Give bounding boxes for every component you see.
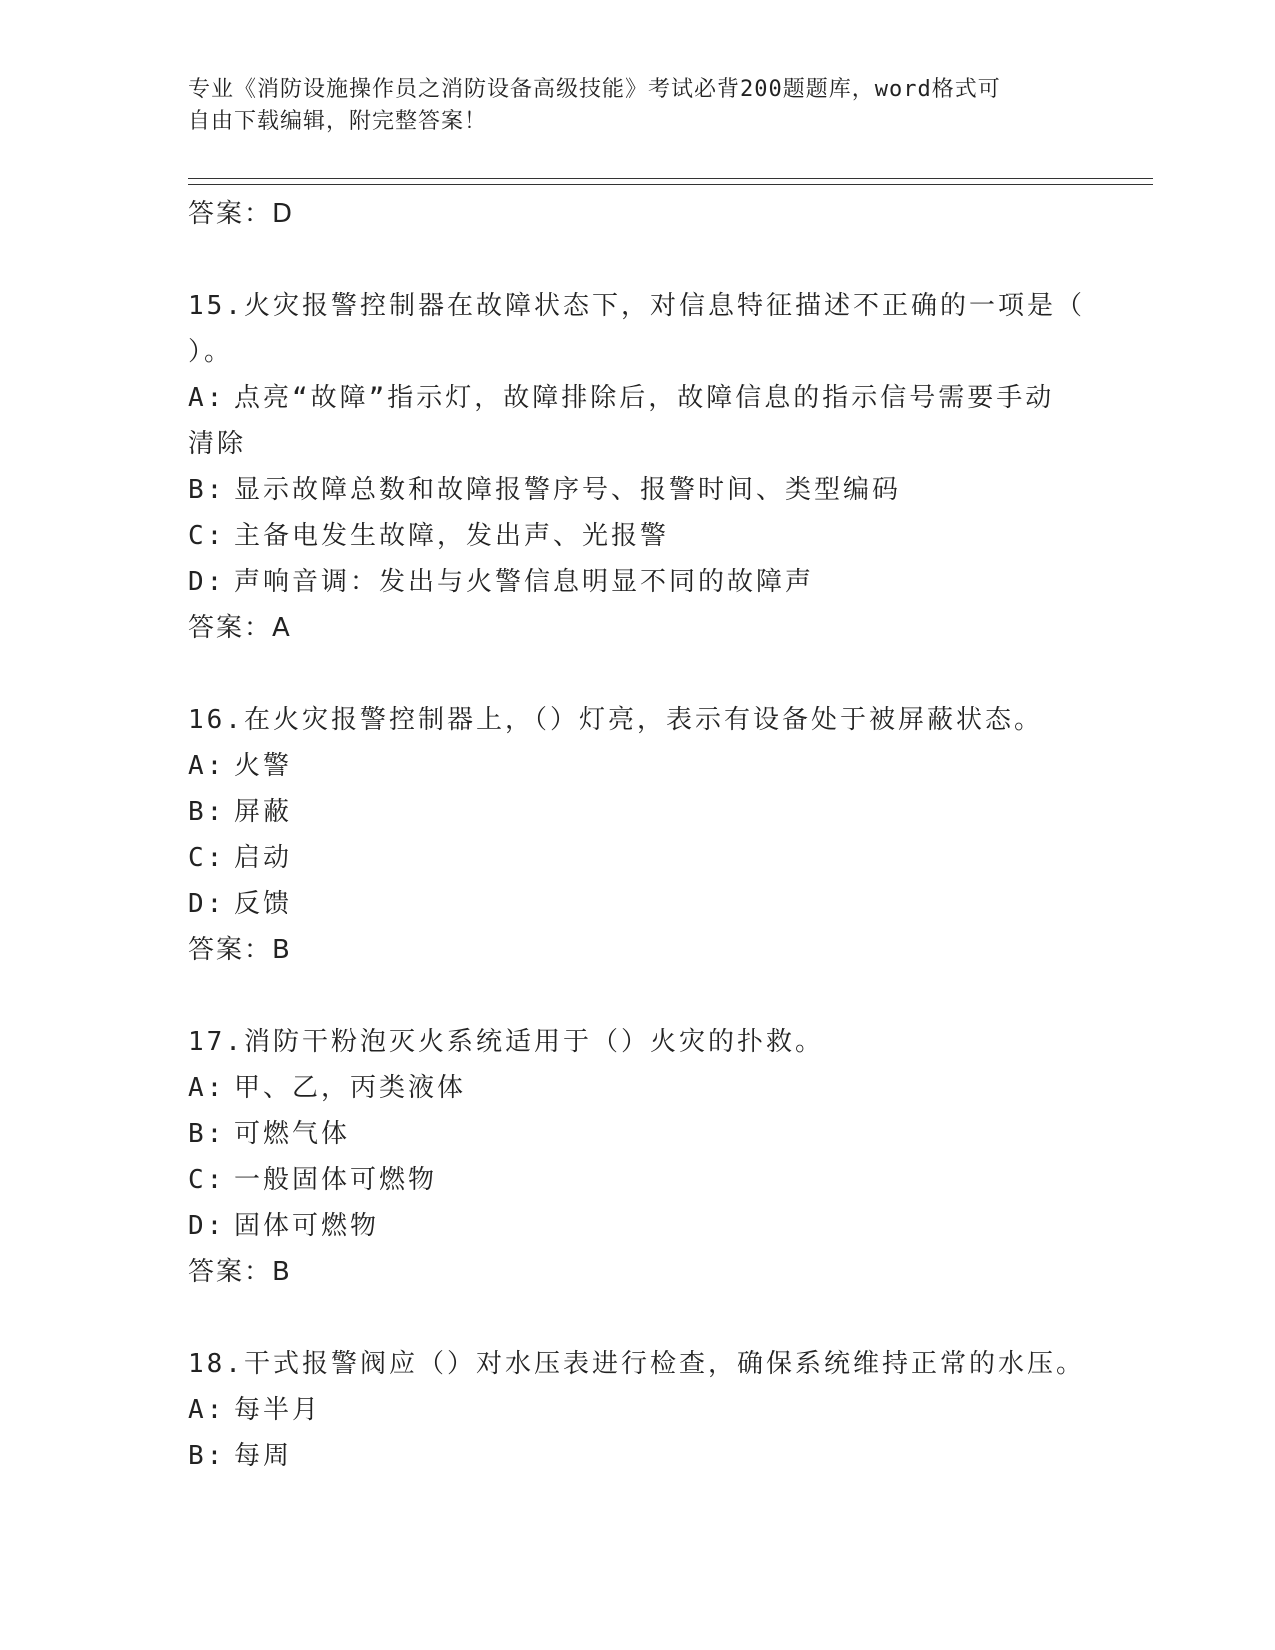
option-text: 可燃气体 [234, 1119, 351, 1149]
option-letter: A: [188, 1073, 226, 1103]
option-text: 每半月 [234, 1395, 322, 1425]
answer-line: 答案：D [188, 199, 295, 229]
option-letter: B: [188, 797, 226, 827]
document-header [188, 74, 1068, 138]
question-text: 16.在火灾报警控制器上，（）灯亮，表示有设备处于被屏蔽状态。 [188, 705, 1043, 735]
option-b [188, 1111, 1088, 1157]
option-text: 点亮“故障”指示灯，故障排除后，故障信息的指示信号需要手动 [234, 383, 1055, 413]
option-letter: A: [188, 1395, 226, 1425]
question-text: 18.干式报警阀应（）对水压表进行检查，确保系统维持正常的水压。 [188, 1349, 1085, 1379]
option-d [188, 559, 1088, 605]
option-letter: D: [188, 567, 226, 597]
question-text: 15.火灾报警控制器在故障状态下，对信息特征描述不正确的一项是（ [188, 291, 1085, 321]
option-text: 火警 [234, 751, 293, 781]
header-divider-top [188, 178, 1153, 179]
option-text: 主备电发生故障，发出声、光报警 [234, 521, 670, 551]
option-letter: C: [188, 843, 226, 873]
option-letter: D: [188, 1211, 226, 1241]
option-a-continued: 清除 [188, 429, 247, 459]
question-text-continued: ）。 [188, 337, 234, 367]
question-block [188, 1019, 1088, 1295]
option-b [188, 789, 1088, 835]
option-text: 声响音调：发出与火警信息明显不同的故障声 [234, 567, 815, 597]
answer-line: 答案：A [188, 613, 292, 643]
option-letter: B: [188, 475, 226, 505]
option-letter: B: [188, 1441, 226, 1471]
question-block [188, 283, 1088, 651]
header-divider-bottom [188, 184, 1153, 185]
question-text: 17.消防干粉泡灭火系统适用于（）火灾的扑救。 [188, 1027, 824, 1057]
answer-line: 答案：B [188, 1257, 292, 1287]
answer-line: 答案：B [188, 935, 292, 965]
option-text: 固体可燃物 [234, 1211, 380, 1241]
option-letter: D: [188, 889, 226, 919]
option-c [188, 513, 1088, 559]
option-b [188, 467, 1088, 513]
option-letter: C: [188, 521, 226, 551]
option-d [188, 1203, 1088, 1249]
option-text: 一般固体可燃物 [234, 1165, 438, 1195]
option-b [188, 1433, 1088, 1479]
option-text: 反馈 [234, 889, 293, 919]
header-line-2: 自由下载编辑，附完整答案！ [188, 109, 488, 134]
question-block [188, 1341, 1088, 1479]
option-text: 启动 [234, 843, 293, 873]
option-letter: A: [188, 751, 226, 781]
option-text: 显示故障总数和故障报警序号、报警时间、类型编码 [234, 475, 902, 505]
option-text: 屏蔽 [234, 797, 293, 827]
option-letter: A: [188, 383, 226, 413]
option-d [188, 881, 1088, 927]
option-text: 每周 [234, 1441, 293, 1471]
header-line-1: 专业《消防设施操作员之消防设备高级技能》考试必背200题题库，word格式可 [188, 77, 1001, 102]
option-a [188, 1065, 1088, 1111]
option-text: 甲、乙，丙类液体 [234, 1073, 467, 1103]
question-block [188, 697, 1088, 973]
option-c [188, 1157, 1088, 1203]
option-letter: C: [188, 1165, 226, 1195]
option-letter: B: [188, 1119, 226, 1149]
option-c [188, 835, 1088, 881]
option-a [188, 1387, 1088, 1433]
option-a [188, 743, 1088, 789]
option-a [188, 375, 1088, 421]
question-list [188, 191, 1088, 1479]
